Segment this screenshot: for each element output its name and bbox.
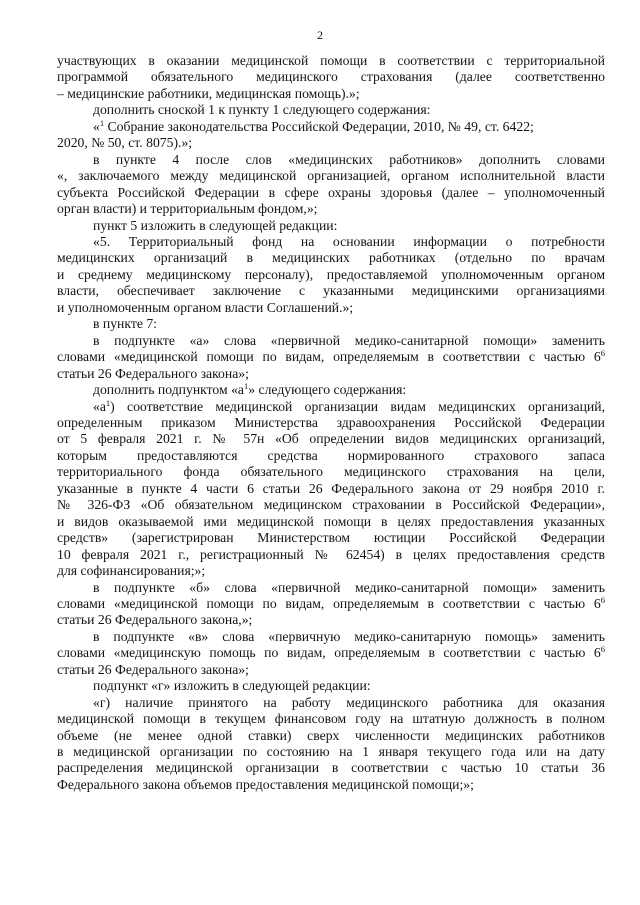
text-line: подпункт «г» изложить в следующей редакции:	[93, 678, 371, 694]
text-line: власти, обеспечивает заключение с указанными медицинскими организациями	[57, 283, 605, 299]
text-line: в пункте 7:	[93, 316, 157, 332]
text-line: «г) наличие принятого на работу медицинского работника для оказания	[93, 694, 605, 710]
text-line: 2020, № 50, ст. 8075).»;	[57, 135, 193, 151]
text-line: определенным приказом Министерства здравоохранения Российской Федерации	[57, 414, 605, 430]
page-number: 2	[317, 28, 323, 42]
text-line: медицинских организаций в медицинских работниках (отдельно по врачам	[57, 250, 605, 266]
text-line: в подпункте «в» слова «первичную медико-санитарную помощь» заменить	[93, 628, 605, 644]
text-line: статьи 26 Федерального закона,»;	[57, 612, 253, 628]
text-line: № 326-ФЗ «Об обязательном медицинском страховании в Российской Федерации»,	[57, 497, 605, 513]
text-line: и видов оказываемой ими медицинской помощи в целях предоставления указанных	[57, 513, 605, 529]
text-line: для софинансирования;»;	[57, 563, 206, 579]
document-body	[57, 53, 605, 793]
text-line: 10 февраля 2021 г., регистрационный № 62454) в целях предоставления средств	[57, 546, 605, 562]
text-line: «, заключаемого между медицинской организацией, органом исполнительной власти	[57, 168, 605, 184]
text-line: объеме (не менее одной ставки) сверх численности медицинских работников	[57, 727, 605, 743]
text-line: субъекта Российской Федерации в сфере охраны здоровья (далее – уполномоченный	[57, 184, 605, 200]
text-line: словами «медицинскую помощь по видам, определяемым в соответствии с частью $6^6$	[57, 644, 605, 661]
text-line: программой обязательного медицинского страхования (далее соответственно	[57, 69, 605, 85]
text-line: средств» (зарегистрирован Министерством юстиции Российской Федерации	[57, 530, 605, 546]
text-line: дополнить сноской 1 к пункту 1 следующего содержания:	[93, 102, 431, 118]
text-line: пункт 5 изложить в следующей редакции:	[93, 217, 338, 233]
text-line: и среднему медицинскому персоналу), предоставляемой уполномоченным органом	[57, 266, 605, 282]
text-line: статьи 26 Федерального закона»;	[57, 365, 249, 381]
text-line: «$а^1$) соответствие медицинской организации видам медицинских организаций,	[93, 397, 605, 414]
text-line: орган власти) и территориальным фондом,»;	[57, 201, 318, 217]
text-line: участвующих в оказании медицинской помощи в соответствии с территориальной	[57, 53, 605, 68]
text-line: «$^1$ Собрание законодательства Российской Федерации, 2010, № 49, ст. 6422;	[93, 117, 534, 134]
text-line: которым предоставляются средства нормированного страхового запаса	[57, 447, 605, 463]
text-line: распределения медицинской организации в соответствии с частью 10 статьи 36	[57, 760, 605, 776]
text-line: Федерального закона объемов предоставления медицинской помощи;»;	[57, 776, 474, 792]
text-line: медицинской помощи в текущем финансовом году на штатную должность в полном	[57, 711, 605, 727]
text-line: в медицинской организации по состоянию на 1 января текущего года или на дату	[57, 744, 605, 760]
text-line: от 5 февраля 2021 г. № 57н «Об определении видов медицинских организаций,	[57, 431, 605, 447]
text-line: дополнить подпунктом «$а^1$» следующего содержания:	[93, 381, 407, 398]
text-line: статьи 26 Федерального закона»;	[57, 661, 249, 677]
text-line: словами «медицинской помощи по видам, определяемым в соответствии с частью $6^6$	[57, 348, 605, 365]
text-line: словами «медицинской помощи по видам, определяемым в соответствии с частью $6^6$	[57, 594, 605, 611]
text-line: в пункте 4 после слов «медицинских работников» дополнить словами	[93, 151, 605, 167]
text-line: и уполномоченным органом власти Соглашений.»;	[57, 299, 354, 315]
text-line: территориального фонда обязательного медицинского страхования на цели,	[57, 464, 605, 480]
text-line: указанные в пункте 4 части 6 статьи 26 Федерального закона от 29 ноября 2010 г.	[57, 480, 605, 496]
text-line: – медицинские работники, медицинская помощь).»;	[57, 85, 360, 101]
text-line: в подпункте «б» слова «первичной медико-санитарной помощи» заменить	[93, 579, 605, 595]
text-line: «5. Территориальный фонд на основании информации о потребности	[93, 233, 605, 249]
text-line: в подпункте «а» слова «первичной медико-санитарной помощи» заменить	[93, 332, 605, 348]
